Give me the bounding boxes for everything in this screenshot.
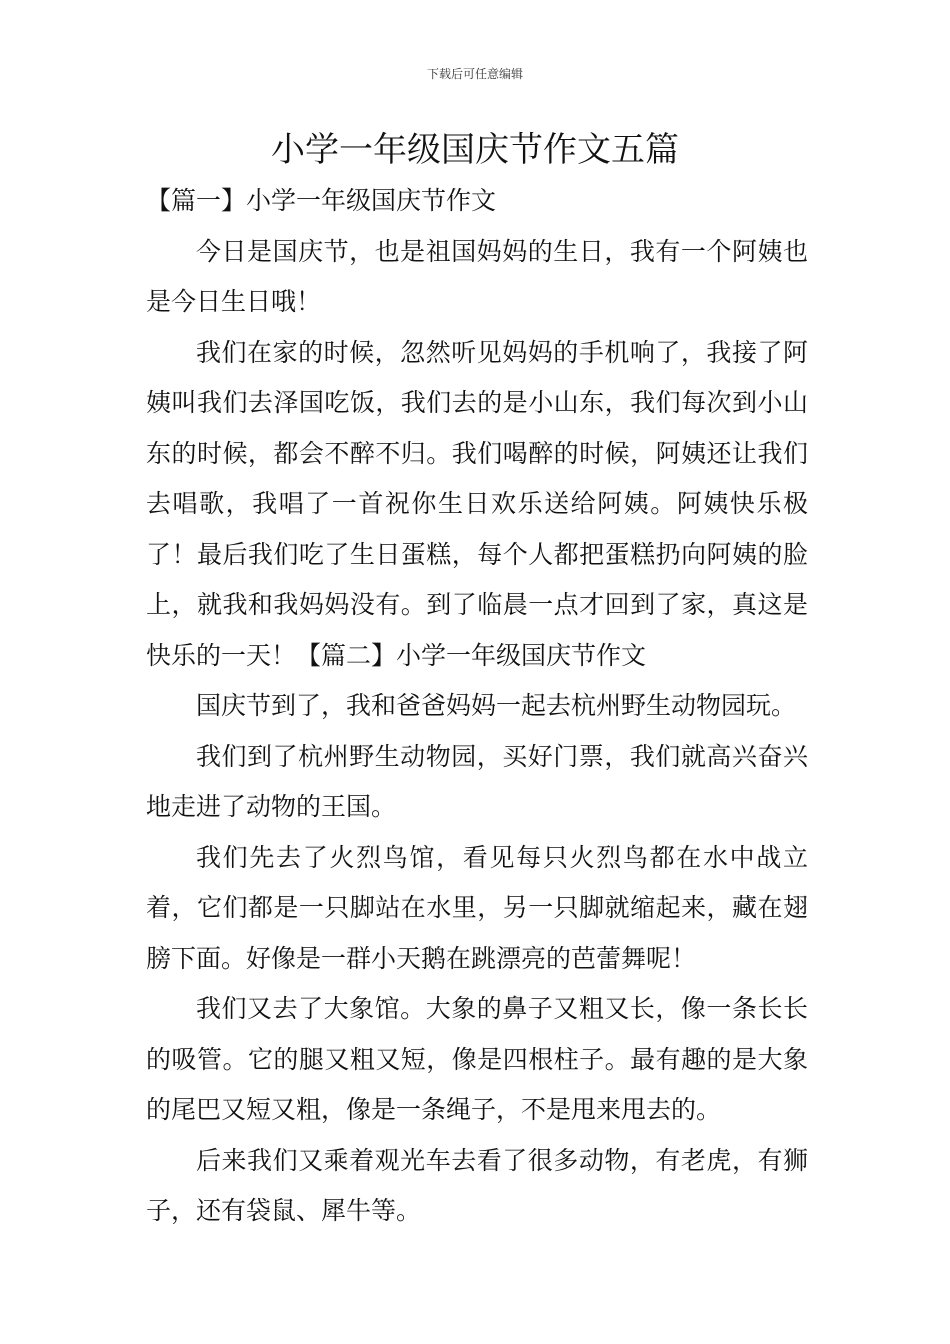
page-header-note: 下载后可任意编辑 [426, 67, 523, 81]
section-heading-1: 【篇一】小学一年级国庆节作文 [146, 186, 497, 215]
paragraph-5: 我们先去了火烈鸟馆，看见每只火烈鸟都在水中战立着，它们都是一只脚站在水里，另一只脚就缩起来，藏在翅膀下面。好像是一群小天鹅在跳漂亮的芭蕾舞呢！ [146, 842, 808, 973]
document-body [146, 176, 808, 1237]
paragraph-1: 今日是国庆节，也是祖国妈妈的生日，我有一个阿姨也是今日生日哦！ [146, 236, 808, 316]
paragraph-7: 后来我们又乘着观光车去看了很多动物，有老虎，有狮子，还有袋鼠、犀牛等。 [146, 1145, 808, 1225]
paragraph-2: 我们在家的时候，忽然听见妈妈的手机响了，我接了阿姨叫我们去泽国吃饭，我们去的是小山东，我们每次到小山东的时候，都会不醉不归。我们喝醉的时候，阿姨还让我们去唱歌，我唱了一首祝你生日欢乐送给阿姨。阿姨快乐极了！最后我们吃了生日蛋糕，每个人都把蛋糕扔向阿姨的脸上，就我和我妈妈没有。到了临晨一点才回到了家，真这是快乐的一天！【篇二】小学一年级国庆节作文 [146, 337, 808, 670]
document-title: 小学一年级国庆节作文五篇 [271, 130, 679, 170]
paragraph-3: 国庆节到了，我和爸爸妈妈一起去杭州野生动物园玩。 [196, 691, 797, 720]
paragraph-6: 我们又去了大象馆。大象的鼻子又粗又长，像一条长长的吸管。它的腿又粗又短，像是四根柱子。最有趣的是大象的尾巴又短又粗，像是一条绳子，不是甩来甩去的。 [146, 994, 808, 1124]
paragraph-4: 我们到了杭州野生动物园，买好门票，我们就高兴奋兴地走进了动物的王国。 [146, 741, 808, 821]
